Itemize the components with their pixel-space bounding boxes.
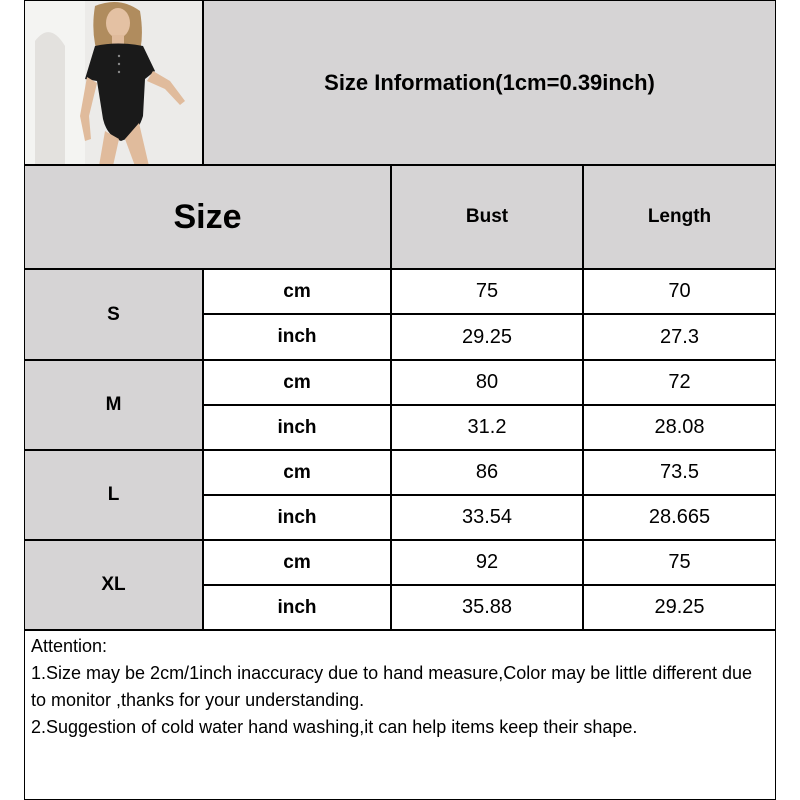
size-label: M <box>105 394 122 415</box>
length-header-cell <box>583 165 776 269</box>
unit-label: inch <box>277 326 317 347</box>
unit-label: cm <box>283 280 311 302</box>
length-value: 70 <box>668 280 691 302</box>
title-text: Size Information(1cm=0.39inch) <box>324 69 655 95</box>
unit-label: cm <box>283 371 311 393</box>
length-value: 72 <box>668 371 691 393</box>
bust-value-cell <box>391 540 583 585</box>
bust-value-cell <box>391 269 583 314</box>
attention-note-2: 2.Suggestion of cold water hand washing,it can help items keep their shape. <box>31 717 638 737</box>
bust-value-cell <box>391 405 583 450</box>
size-label-cell <box>24 269 203 360</box>
unit-cell <box>203 495 391 540</box>
length-value-cell <box>583 540 776 585</box>
length-value-cell <box>583 585 776 630</box>
length-value-cell <box>583 450 776 495</box>
unit-label: inch <box>277 596 317 618</box>
bust-value-cell <box>391 450 583 495</box>
length-value-cell <box>583 360 776 405</box>
unit-cell <box>203 360 391 405</box>
size-label-cell <box>24 540 203 630</box>
unit-label: inch <box>277 416 317 438</box>
length-header-label: Length <box>647 206 712 227</box>
unit-cell <box>203 585 391 630</box>
size-label: L <box>107 484 120 505</box>
length-value: 28.665 <box>648 506 711 528</box>
length-value: 75 <box>668 551 691 573</box>
bust-value: 80 <box>475 371 499 393</box>
bust-value-cell <box>391 360 583 405</box>
bust-value-cell <box>391 314 583 360</box>
length-value-cell <box>583 495 776 540</box>
size-information-title <box>203 0 776 165</box>
length-value: 27.3 <box>660 325 699 348</box>
bust-header-label: Bust <box>465 206 509 227</box>
unit-cell <box>203 269 391 314</box>
bust-value: 35.88 <box>461 596 513 618</box>
length-value-cell <box>583 405 776 450</box>
bust-value: 29.25 <box>461 325 513 348</box>
size-label: XL <box>101 574 126 595</box>
unit-cell <box>203 450 391 495</box>
length-value: 73.5 <box>660 461 699 483</box>
bust-value: 75 <box>475 280 499 302</box>
size-label-cell <box>24 450 203 540</box>
length-value-cell <box>583 269 776 314</box>
bust-value: 86 <box>475 461 499 483</box>
attention-notes <box>24 630 776 800</box>
unit-label: cm <box>283 551 311 573</box>
size-label: S <box>107 303 120 325</box>
bust-value-cell <box>391 585 583 630</box>
size-header-cell <box>24 165 391 269</box>
unit-cell <box>203 540 391 585</box>
size-label-cell <box>24 360 203 450</box>
unit-cell <box>203 405 391 450</box>
size-header-label: Size <box>173 197 242 236</box>
length-value: 28.08 <box>654 416 705 438</box>
attention-heading: Attention: <box>31 636 108 656</box>
model-wearing-bodysuit-image <box>25 1 203 165</box>
bust-header-cell <box>391 165 583 269</box>
unit-label: cm <box>283 461 311 483</box>
bust-value-cell <box>391 495 583 540</box>
unit-label: inch <box>277 506 317 528</box>
length-value: 29.25 <box>654 596 705 618</box>
attention-note-1: 1.Size may be 2cm/1inch inaccuracy due to hand measure,Color may be little different due to monitor ,thanks for your understanding. <box>31 663 753 710</box>
length-value-cell <box>583 314 776 360</box>
bust-value: 31.2 <box>467 416 507 438</box>
bust-value: 92 <box>475 551 499 573</box>
product-photo <box>24 0 203 165</box>
unit-cell <box>203 314 391 360</box>
bust-value: 33.54 <box>461 506 513 528</box>
